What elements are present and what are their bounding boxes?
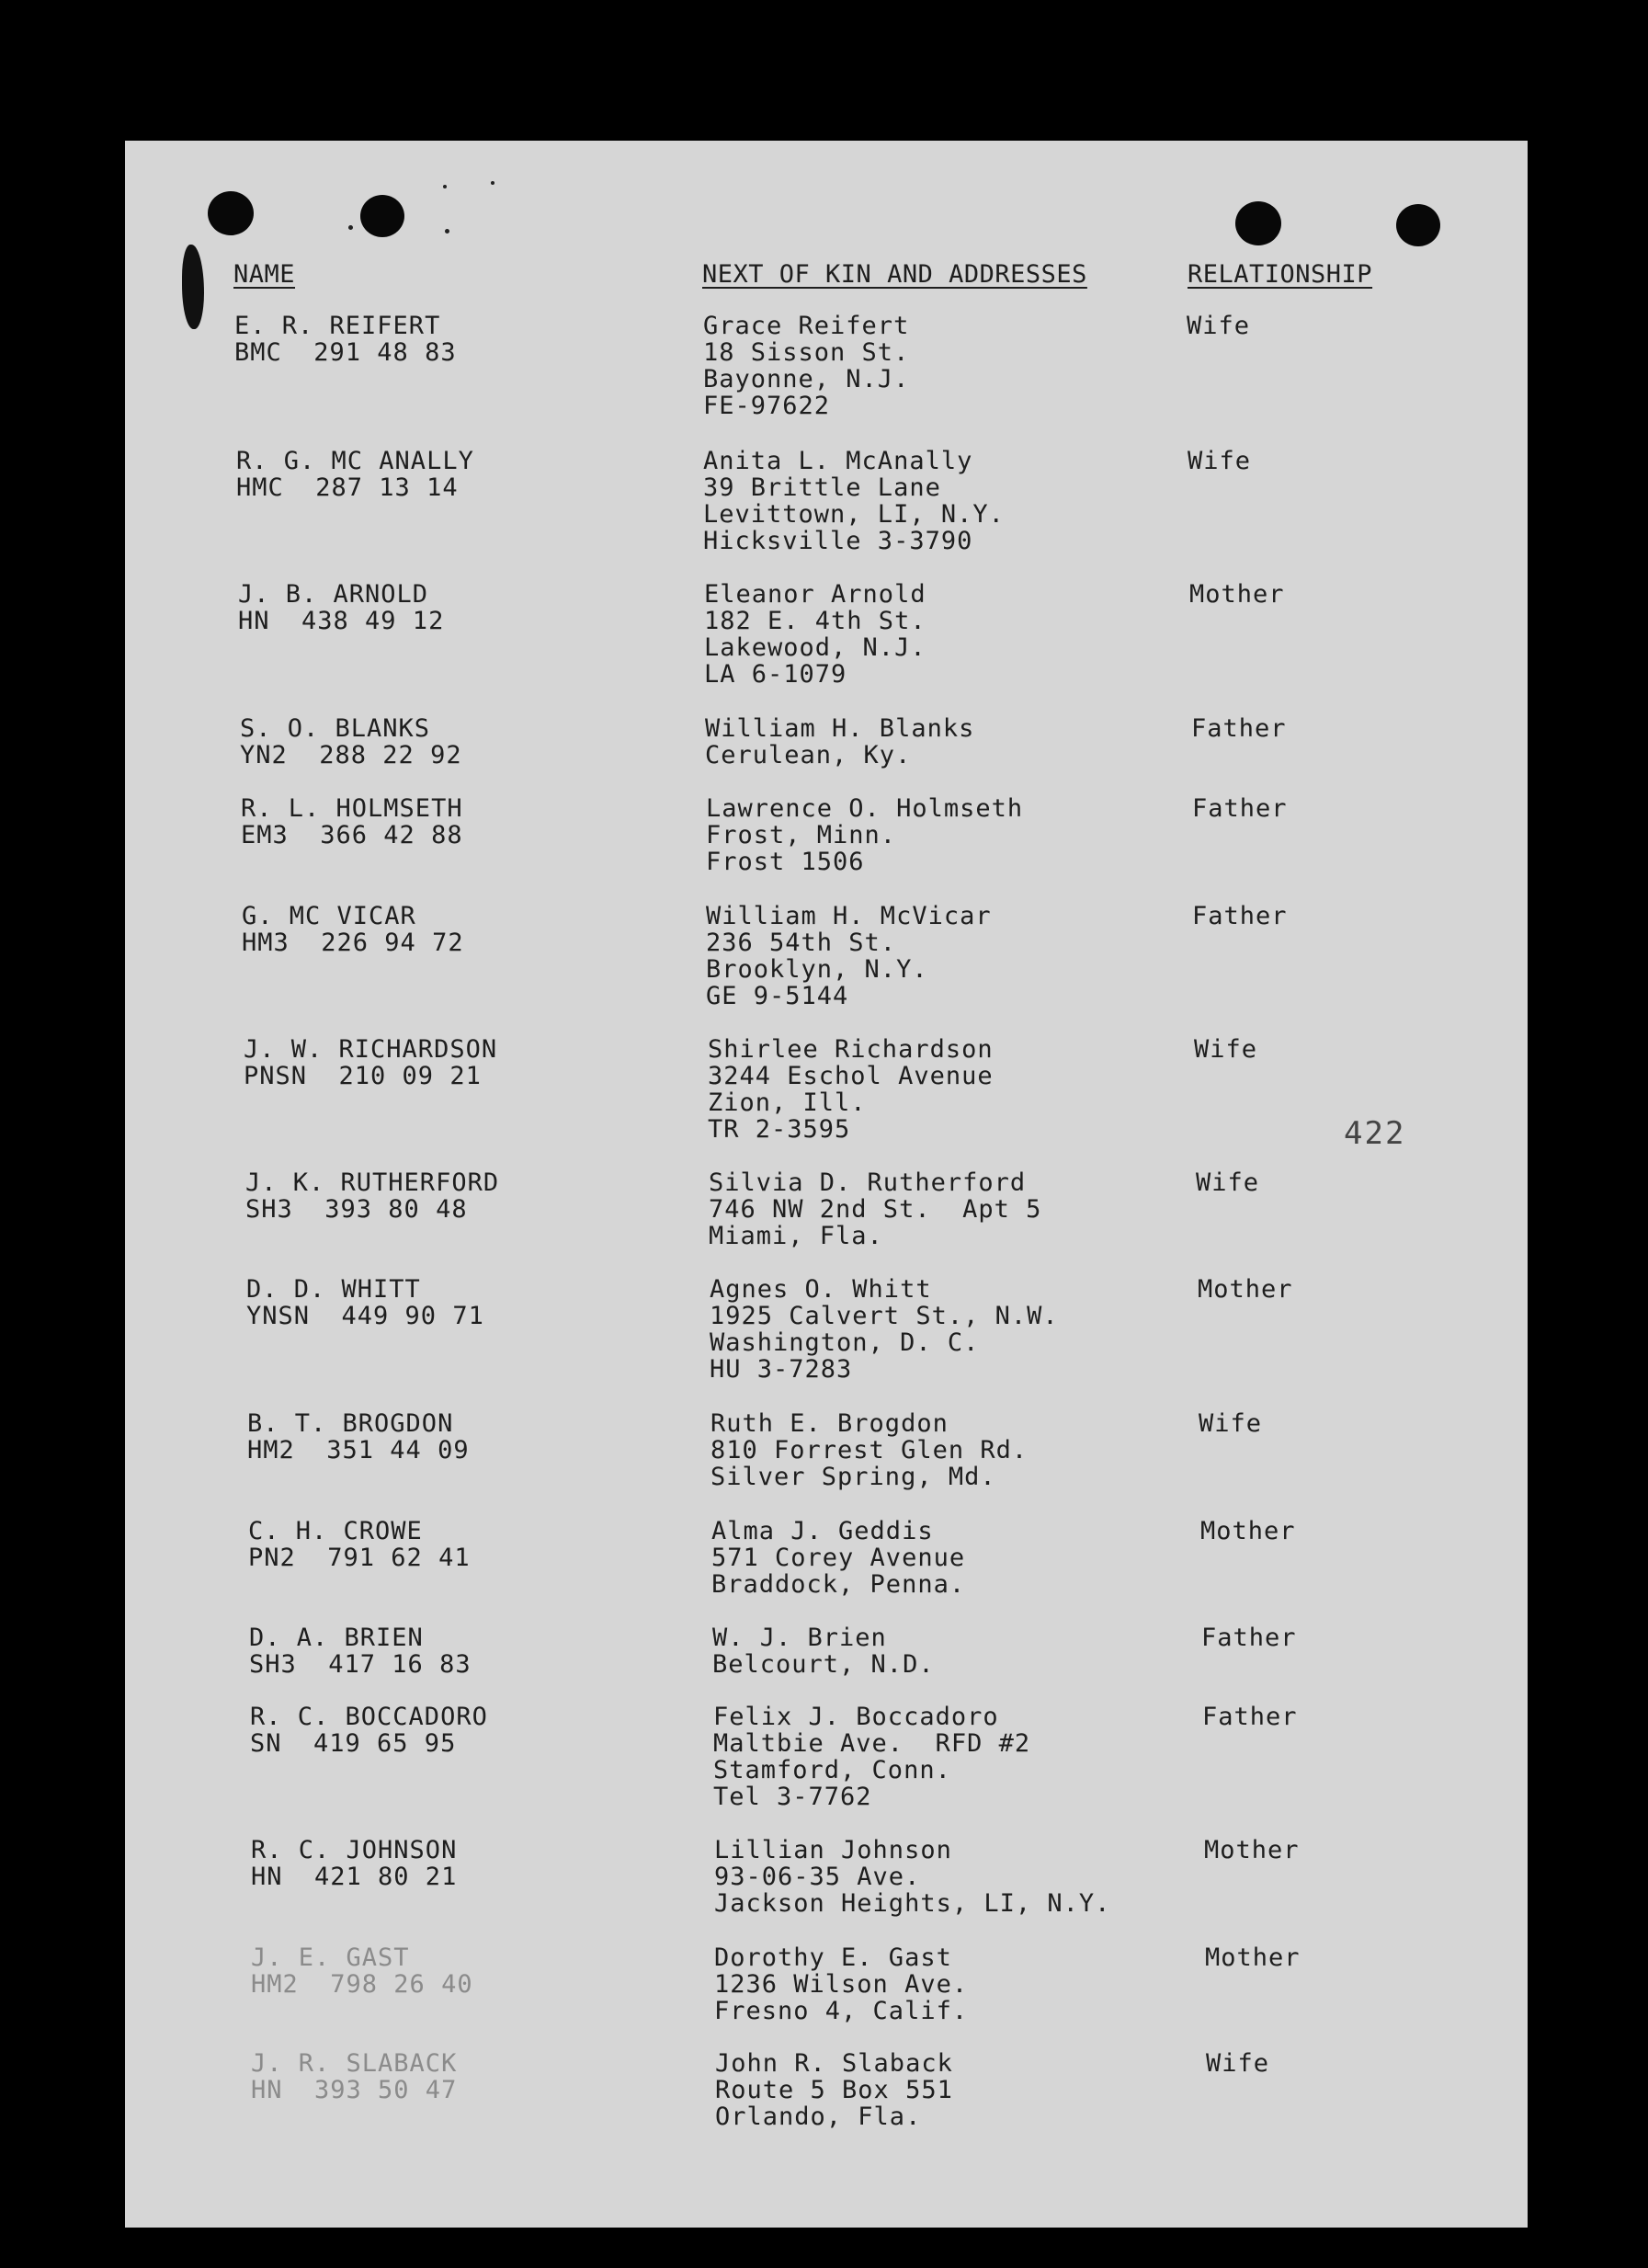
next-of-kin-address-line: TR 2-3595 <box>708 1115 851 1144</box>
crew-name: G. MC VICAR <box>242 902 416 930</box>
next-of-kin-name: Ruth E. Brogdon <box>710 1409 949 1438</box>
next-of-kin-address-line: Silver Spring, Md. <box>710 1463 996 1491</box>
next-of-kin-address-line: FE-97622 <box>703 392 831 420</box>
next-of-kin-address-line: 3244 Eschol Avenue <box>708 1062 994 1090</box>
relationship-value: Mother <box>1204 1836 1300 1864</box>
next-of-kin-address-line: 18 Sisson St. <box>703 338 910 367</box>
crew-name: B. T. BROGDON <box>247 1409 454 1438</box>
next-of-kin-address-line: Belcourt, N.D. <box>712 1650 935 1679</box>
next-of-kin-address-line: GE 9-5144 <box>706 982 849 1010</box>
next-of-kin-name: John R. Slaback <box>715 2049 953 2078</box>
crew-rate-number: HN 438 49 12 <box>238 607 445 635</box>
next-of-kin-name: Lillian Johnson <box>714 1836 952 1864</box>
next-of-kin-name: Silvia D. Rutherford <box>709 1168 1027 1197</box>
relationship-value: Wife <box>1194 1035 1258 1064</box>
next-of-kin-address-line: 810 Forrest Glen Rd. <box>710 1436 1029 1465</box>
kin-column-header: NEXT OF KIN AND ADDRESSES <box>702 260 1087 289</box>
ink-speck <box>491 181 494 185</box>
next-of-kin-name: Agnes O. Whitt <box>710 1275 932 1304</box>
crew-rate-number: HN 393 50 47 <box>251 2076 458 2104</box>
next-of-kin-address-line: 571 Corey Avenue <box>711 1544 966 1572</box>
next-of-kin-name: Lawrence O. Holmseth <box>706 794 1024 823</box>
next-of-kin-name: Dorothy E. Gast <box>714 1943 952 1972</box>
relationship-value: Wife <box>1206 2049 1270 2078</box>
relationship-value: Wife <box>1187 312 1251 340</box>
next-of-kin-address-line: Jackson Heights, LI, N.Y. <box>714 1889 1111 1918</box>
next-of-kin-address-line: Frost 1506 <box>706 848 865 876</box>
next-of-kin-name: William H. McVicar <box>706 902 992 930</box>
next-of-kin-name: Anita L. McAnally <box>703 447 973 475</box>
crew-name: C. H. CROWE <box>248 1517 423 1545</box>
crew-name: R. C. BOCCADORO <box>250 1703 488 1731</box>
page-number: 422 <box>1344 1115 1406 1152</box>
crew-name: D. A. BRIEN <box>249 1624 424 1652</box>
next-of-kin-address-line: 1925 Calvert St., N.W. <box>710 1302 1059 1330</box>
crew-rate-number: HM3 226 94 72 <box>242 929 464 957</box>
next-of-kin-address-line: Miami, Fla. <box>709 1222 883 1250</box>
next-of-kin-name: Eleanor Arnold <box>704 580 926 609</box>
punch-hole <box>1396 204 1440 246</box>
crew-rate-number: PNSN 210 09 21 <box>244 1062 482 1090</box>
crew-rate-number: YN2 288 22 92 <box>240 741 462 769</box>
next-of-kin-address-line: Brooklyn, N.Y. <box>706 955 928 984</box>
ink-speck <box>348 225 353 230</box>
relationship-value: Wife <box>1199 1409 1263 1438</box>
next-of-kin-address-line: Fresno 4, Calif. <box>714 1997 969 2025</box>
next-of-kin-address-line: Hicksville 3-3790 <box>703 527 973 555</box>
relationship-value: Mother <box>1205 1943 1301 1972</box>
next-of-kin-address-line: Maltbie Ave. RFD #2 <box>713 1729 1031 1758</box>
crew-name: J. K. RUTHERFORD <box>245 1168 500 1197</box>
next-of-kin-name: Felix J. Boccadoro <box>713 1703 999 1731</box>
relationship-column-header: RELATIONSHIP <box>1188 260 1373 289</box>
crew-rate-number: HN 421 80 21 <box>251 1863 458 1891</box>
relationship-value: Wife <box>1196 1168 1260 1197</box>
crew-name: R. C. JOHNSON <box>251 1836 458 1864</box>
torn-edge-mark <box>182 245 204 329</box>
ink-speck <box>443 185 447 188</box>
next-of-kin-name: William H. Blanks <box>705 714 975 743</box>
relationship-value: Father <box>1192 794 1288 823</box>
next-of-kin-address-line: Route 5 Box 551 <box>715 2076 953 2104</box>
punch-hole <box>1235 201 1281 245</box>
crew-rate-number: HM2 798 26 40 <box>251 1970 473 1999</box>
ink-speck <box>445 229 449 234</box>
relationship-value: Father <box>1191 714 1287 743</box>
crew-name: J. R. SLABACK <box>251 2049 458 2078</box>
relationship-value: Father <box>1201 1624 1297 1652</box>
crew-name: R. G. MC ANALLY <box>236 447 474 475</box>
crew-rate-number: SH3 393 80 48 <box>245 1195 468 1224</box>
next-of-kin-address-line: 182 E. 4th St. <box>704 607 926 635</box>
relationship-value: Mother <box>1189 580 1285 609</box>
next-of-kin-address-line: Stamford, Conn. <box>713 1756 951 1784</box>
next-of-kin-address-line: Lakewood, N.J. <box>704 633 926 662</box>
crew-name: J. E. GAST <box>251 1943 410 1972</box>
crew-rate-number: EM3 366 42 88 <box>241 821 463 849</box>
punch-hole <box>208 191 254 235</box>
next-of-kin-address-line: 236 54th St. <box>706 929 897 957</box>
next-of-kin-address-line: 39 Brittle Lane <box>703 473 941 502</box>
crew-name: E. R. REIFERT <box>234 312 441 340</box>
next-of-kin-name: Alma J. Geddis <box>711 1517 934 1545</box>
next-of-kin-address-line: Cerulean, Ky. <box>705 741 912 769</box>
crew-name: J. B. ARNOLD <box>238 580 429 609</box>
crew-rate-number: SN 419 65 95 <box>250 1729 457 1758</box>
next-of-kin-address-line: 93-06-35 Ave. <box>714 1863 921 1891</box>
relationship-value: Mother <box>1200 1517 1296 1545</box>
next-of-kin-address-line: Orlando, Fla. <box>715 2103 922 2131</box>
relationship-value: Father <box>1192 902 1288 930</box>
crew-rate-number: HM2 351 44 09 <box>247 1436 470 1465</box>
next-of-kin-name: Grace Reifert <box>703 312 910 340</box>
next-of-kin-address-line: Bayonne, N.J. <box>703 365 910 393</box>
crew-name: S. O. BLANKS <box>240 714 431 743</box>
next-of-kin-address-line: Zion, Ill. <box>708 1088 867 1117</box>
crew-name: R. L. HOLMSETH <box>241 794 463 823</box>
relationship-value: Wife <box>1188 447 1252 475</box>
crew-rate-number: SH3 417 16 83 <box>249 1650 472 1679</box>
crew-rate-number: PN2 791 62 41 <box>248 1544 471 1572</box>
crew-name: D. D. WHITT <box>246 1275 421 1304</box>
relationship-value: Mother <box>1198 1275 1293 1304</box>
next-of-kin-address-line: Frost, Minn. <box>706 821 897 849</box>
name-column-header: NAME <box>233 260 296 289</box>
next-of-kin-address-line: Braddock, Penna. <box>711 1570 966 1599</box>
next-of-kin-address-line: 746 NW 2nd St. Apt 5 <box>709 1195 1042 1224</box>
next-of-kin-address-line: 1236 Wilson Ave. <box>714 1970 969 1999</box>
next-of-kin-name: Shirlee Richardson <box>708 1035 994 1064</box>
next-of-kin-name: W. J. Brien <box>712 1624 887 1652</box>
crew-rate-number: HMC 287 13 14 <box>236 473 459 502</box>
next-of-kin-address-line: LA 6-1079 <box>704 660 847 689</box>
next-of-kin-address-line: Washington, D. C. <box>710 1328 980 1357</box>
next-of-kin-address-line: HU 3-7283 <box>710 1355 853 1384</box>
document-page <box>125 141 1528 2228</box>
crew-rate-number: YNSN 449 90 71 <box>246 1302 484 1330</box>
relationship-value: Father <box>1202 1703 1298 1731</box>
crew-rate-number: BMC 291 48 83 <box>234 338 457 367</box>
crew-name: J. W. RICHARDSON <box>244 1035 498 1064</box>
punch-hole <box>360 195 404 237</box>
next-of-kin-address-line: Tel 3-7762 <box>713 1783 872 1811</box>
next-of-kin-address-line: Levittown, LI, N.Y. <box>703 500 1005 529</box>
